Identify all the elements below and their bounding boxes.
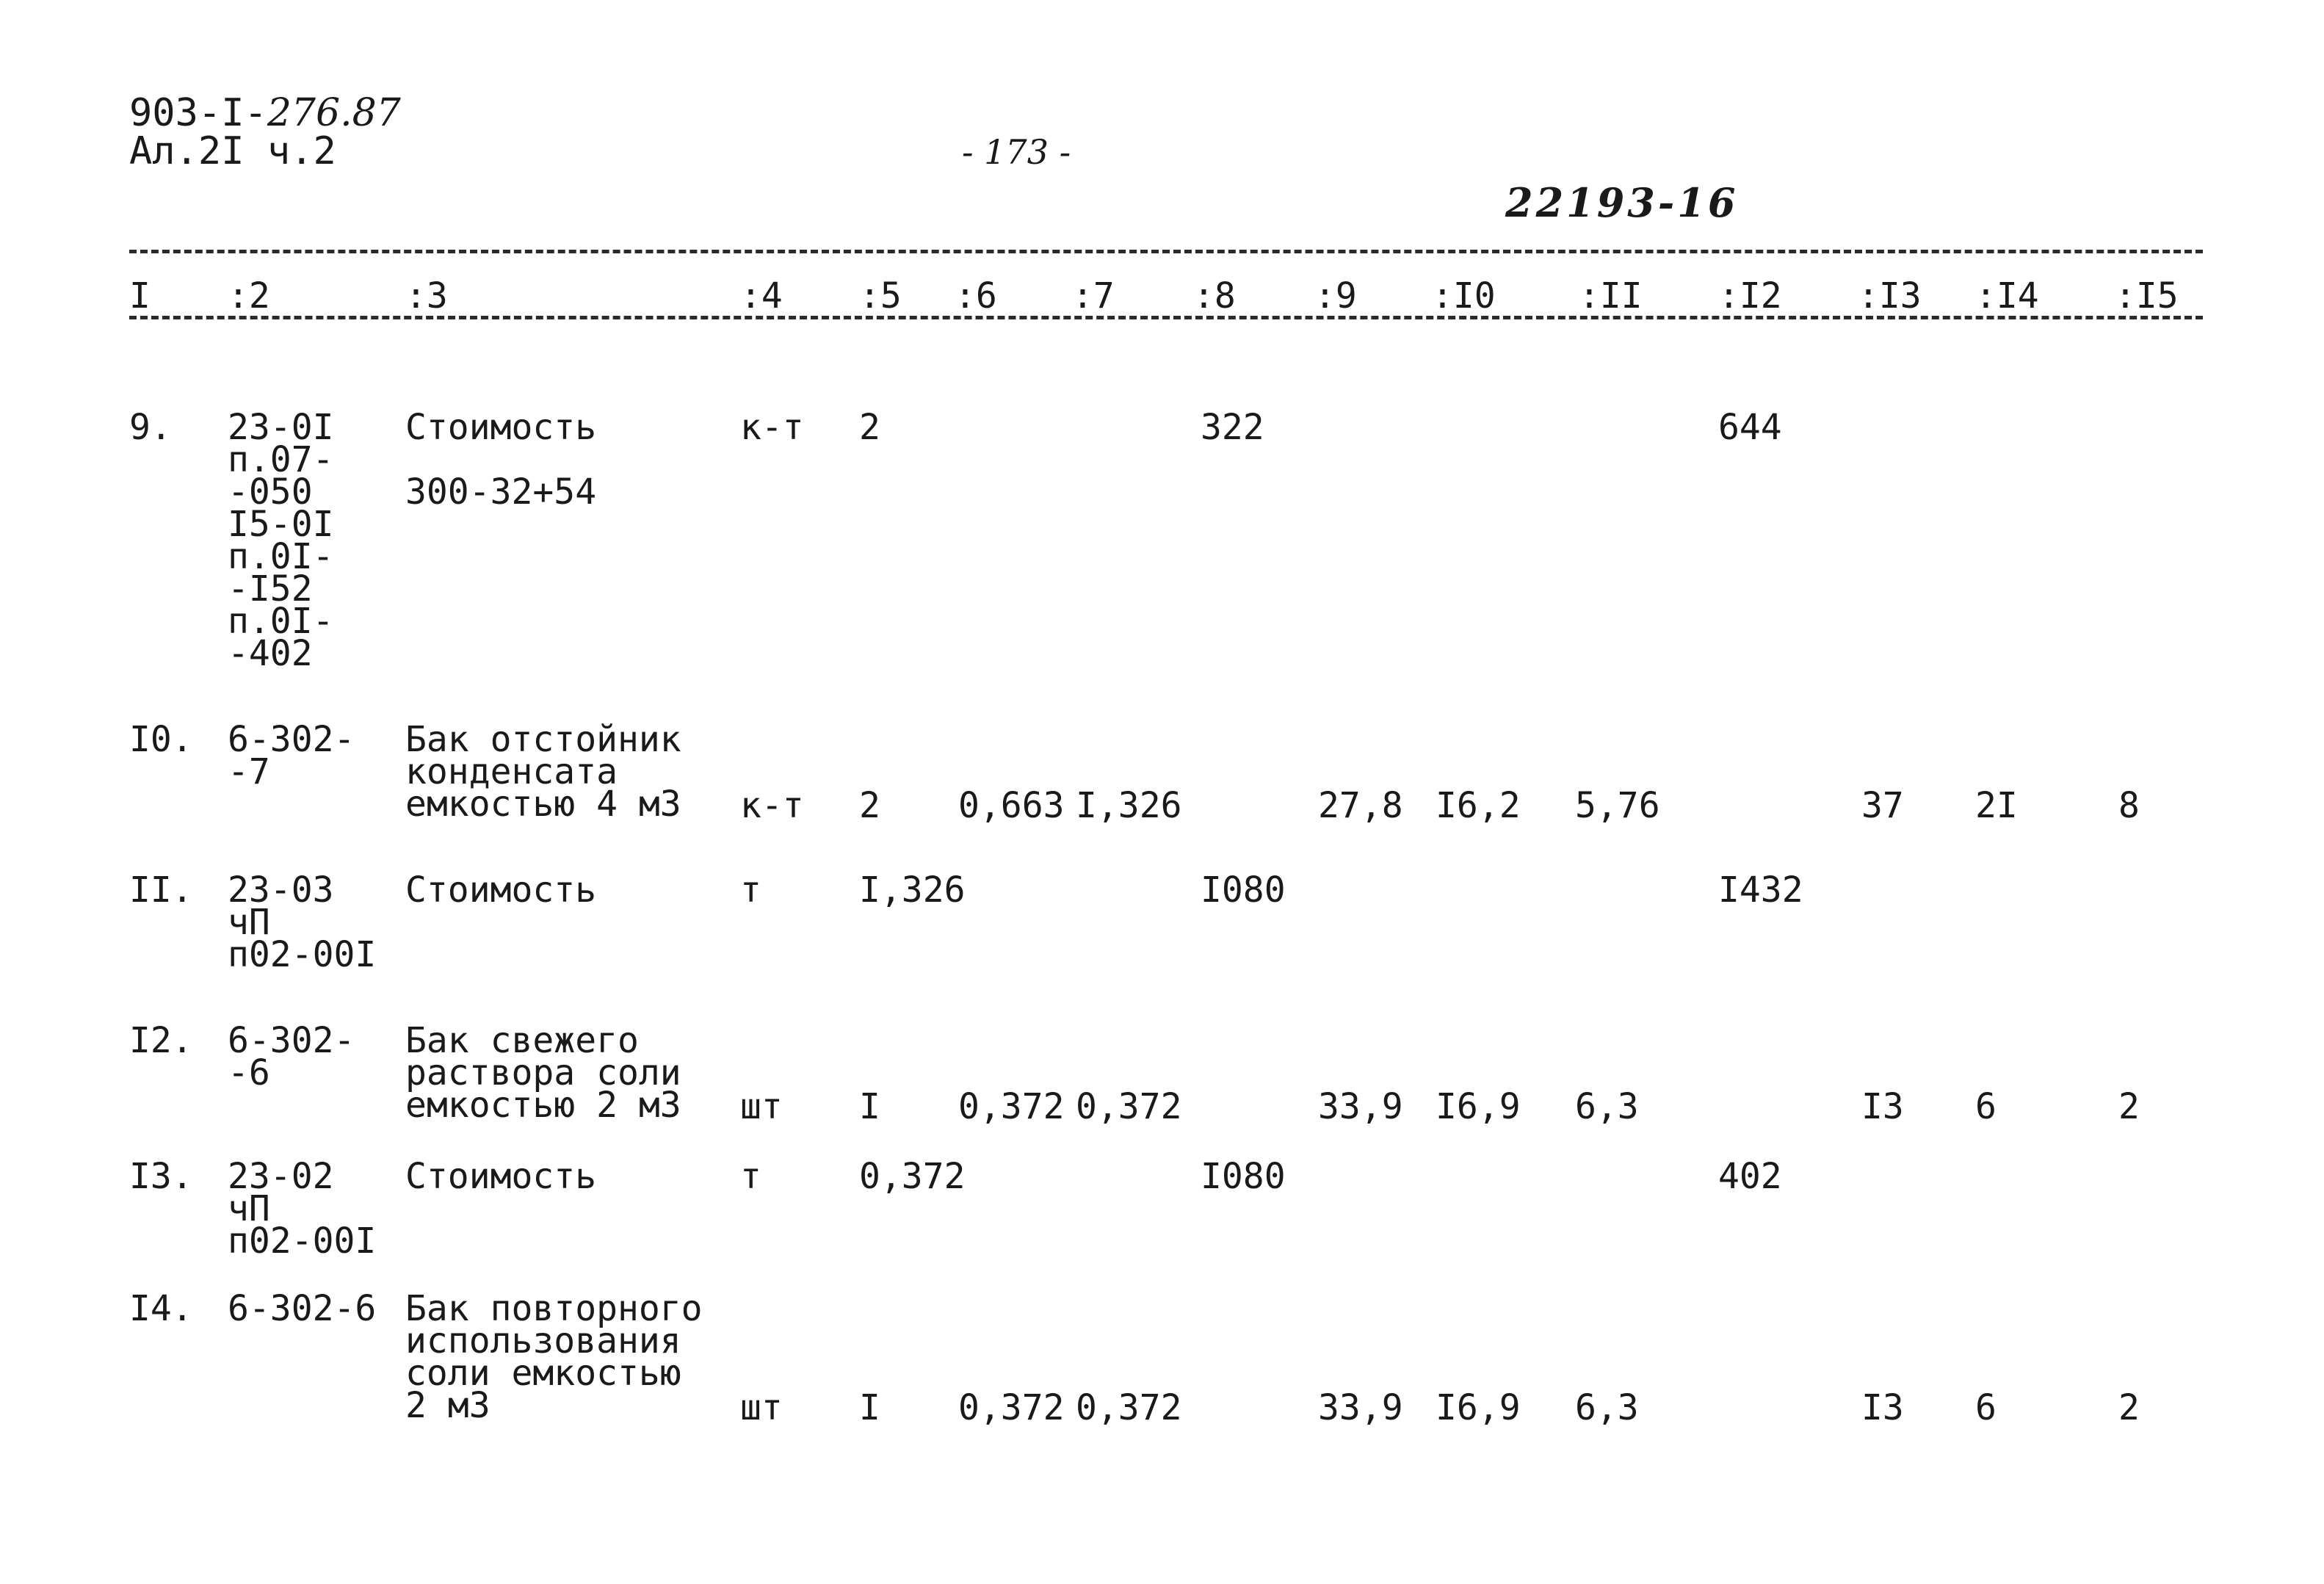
row-number: II. — [129, 869, 193, 911]
document-code — [129, 91, 401, 135]
row-col-6: 0,372 — [958, 1086, 1065, 1127]
row-name: Стоимость — [405, 1156, 597, 1197]
column-header-1: I — [129, 275, 151, 317]
row-col-9: 33,9 — [1318, 1086, 1403, 1127]
row-name: Бак повторного использования соли емкостью 2 м3 — [405, 1288, 703, 1426]
row-col-12: I432 — [1718, 869, 1803, 911]
column-header-12: :I2 — [1718, 275, 1782, 317]
row-code: 23-03 чП п02-00I — [228, 869, 377, 975]
row-number: I3. — [129, 1156, 193, 1197]
row-col-8: I080 — [1201, 1156, 1286, 1197]
sheet-label: Ал.2I ч.2 — [129, 129, 336, 173]
row-col-7: 0,372 — [1076, 1387, 1182, 1428]
column-header-11: :II — [1579, 275, 1643, 317]
document-code-handwritten: 276.87 — [267, 91, 401, 135]
row-quantity: 2 — [859, 407, 880, 448]
row-code: 6-302- -6 — [228, 1020, 355, 1093]
row-quantity: I,326 — [859, 869, 966, 911]
row-unit: т — [740, 869, 761, 911]
column-header-15: :I5 — [2115, 275, 2179, 317]
row-quantity: 0,372 — [859, 1156, 966, 1197]
row-number: 9. — [129, 407, 172, 448]
top-rule — [129, 250, 2203, 253]
row-col-10: I6,2 — [1436, 785, 1521, 826]
row-col-8: 322 — [1201, 407, 1264, 448]
column-header-3: :3 — [405, 275, 448, 317]
row-col-14: 2I — [1975, 785, 2018, 826]
row-col-15: 2 — [2118, 1086, 2140, 1127]
row-col-13: 37 — [1861, 785, 1904, 826]
column-header-6: :6 — [955, 275, 997, 317]
row-col-6: 0,663 — [958, 785, 1065, 826]
row-code: 6-302- -7 — [228, 719, 355, 792]
row-col-15: 8 — [2118, 785, 2140, 826]
column-header-9: :9 — [1314, 275, 1357, 317]
row-col-6: 0,372 — [958, 1387, 1065, 1428]
row-quantity: I — [859, 1086, 880, 1127]
row-col-14: 6 — [1975, 1086, 1997, 1127]
row-name: Стоимость — [405, 869, 597, 911]
document-number: 22193-16 — [1505, 179, 1739, 226]
row-col-10: I6,9 — [1436, 1086, 1521, 1127]
row-unit: к-т — [740, 407, 804, 448]
page-number: - 173 - — [962, 132, 1071, 172]
row-name: Бак свежего раствора соли емкостью 2 м3 — [405, 1020, 681, 1126]
row-col-9: 27,8 — [1318, 785, 1403, 826]
column-header-5: :5 — [859, 275, 902, 317]
row-code: 23-0I п.07- -050 I5-0I п.0I- -I52 п.0I- -402 — [228, 407, 334, 674]
row-col-14: 6 — [1975, 1387, 1997, 1428]
row-col-11: 6,3 — [1575, 1387, 1639, 1428]
row-number: I0. — [129, 719, 193, 760]
row-code: 6-302-6 — [228, 1288, 377, 1329]
column-header-14: :I4 — [1975, 275, 2039, 317]
row-col-9: 33,9 — [1318, 1387, 1403, 1428]
row-unit: т — [740, 1156, 761, 1197]
row-number: I4. — [129, 1288, 193, 1329]
column-header-2: :2 — [228, 275, 270, 317]
row-unit: шт — [740, 1387, 783, 1428]
row-unit: шт — [740, 1086, 783, 1127]
row-name: Бак отстойник конденсата емкостью 4 м3 — [405, 719, 681, 825]
row-col-8: I080 — [1201, 869, 1286, 911]
row-col-7: I,326 — [1076, 785, 1182, 826]
row-name: Стоимость — [405, 407, 597, 448]
row-col-7: 0,372 — [1076, 1086, 1182, 1127]
column-header-8: :8 — [1193, 275, 1236, 317]
column-header-7: :7 — [1072, 275, 1115, 317]
row-unit: к-т — [740, 785, 804, 826]
row-code: 23-02 чП п02-00I — [228, 1156, 377, 1262]
row-col-12: 402 — [1718, 1156, 1782, 1197]
row-col-12: 644 — [1718, 407, 1782, 448]
row-col-11: 6,3 — [1575, 1086, 1639, 1127]
column-header-13: :I3 — [1858, 275, 1922, 317]
row-col-10: I6,9 — [1436, 1387, 1521, 1428]
column-header-10: :I0 — [1432, 275, 1496, 317]
row-col-13: I3 — [1861, 1086, 1904, 1127]
row-col-15: 2 — [2118, 1387, 2140, 1428]
row-col-11: 5,76 — [1575, 785, 1660, 826]
row-quantity: I — [859, 1387, 880, 1428]
row-col-13: I3 — [1861, 1387, 1904, 1428]
column-header-4: :4 — [740, 275, 783, 317]
row-name-extra: 300-32+54 — [405, 471, 597, 513]
row-number: I2. — [129, 1020, 193, 1061]
row-quantity: 2 — [859, 785, 880, 826]
document-code-prefix: 903-I- — [129, 91, 267, 135]
